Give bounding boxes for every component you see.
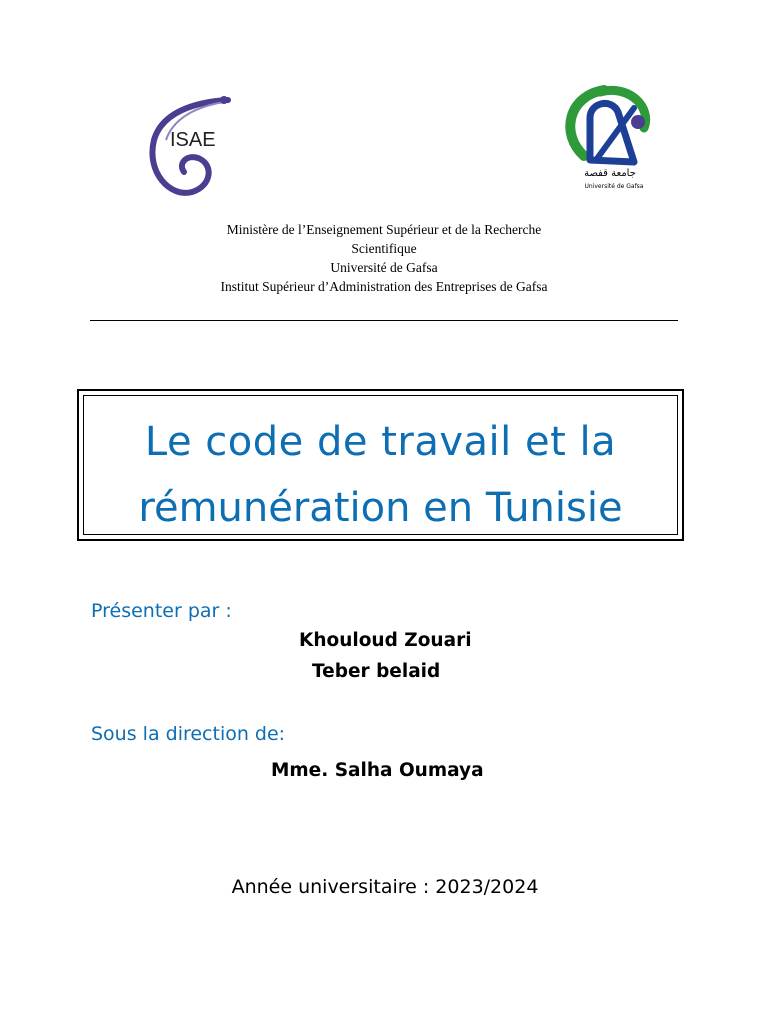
header-divider — [90, 320, 678, 321]
header-line-scientific: Scientifique — [351, 241, 417, 256]
gafsa-logo-caption: Université de Gafsa — [584, 183, 644, 190]
institution-header — [0, 220, 768, 296]
isae-logo — [140, 92, 240, 202]
title-box-inner-border — [83, 395, 678, 535]
title-box — [77, 389, 684, 541]
header-line-institute: Institut Supérieur d’Administration des Entreprises de Gafsa — [220, 279, 548, 294]
supervisor-name: Mme. Salha Oumaya — [271, 760, 484, 781]
title-line-1: Le code de travail et la — [144, 419, 617, 465]
gafsa-logo-arabic: جامعة قفصة — [584, 168, 636, 179]
header-line-ministry: Ministère de l’Enseignement Supérieur et de la Recherche — [226, 222, 542, 237]
presenter-name-2: Teber belaid — [312, 661, 441, 682]
title-line-2: rémunération en Tunisie — [138, 485, 623, 531]
gafsa-university-logo — [560, 78, 660, 198]
isae-logo-text: ISAE — [170, 129, 216, 151]
presenter-name-1: Khouloud Zouari — [299, 630, 472, 651]
supervisor-label: Sous la direction de: — [91, 723, 286, 745]
header-line-university: Université de Gafsa — [330, 260, 438, 275]
academic-year: Année universitaire : 2023/2024 — [231, 876, 539, 898]
presenter-label: Présenter par : — [91, 600, 232, 622]
